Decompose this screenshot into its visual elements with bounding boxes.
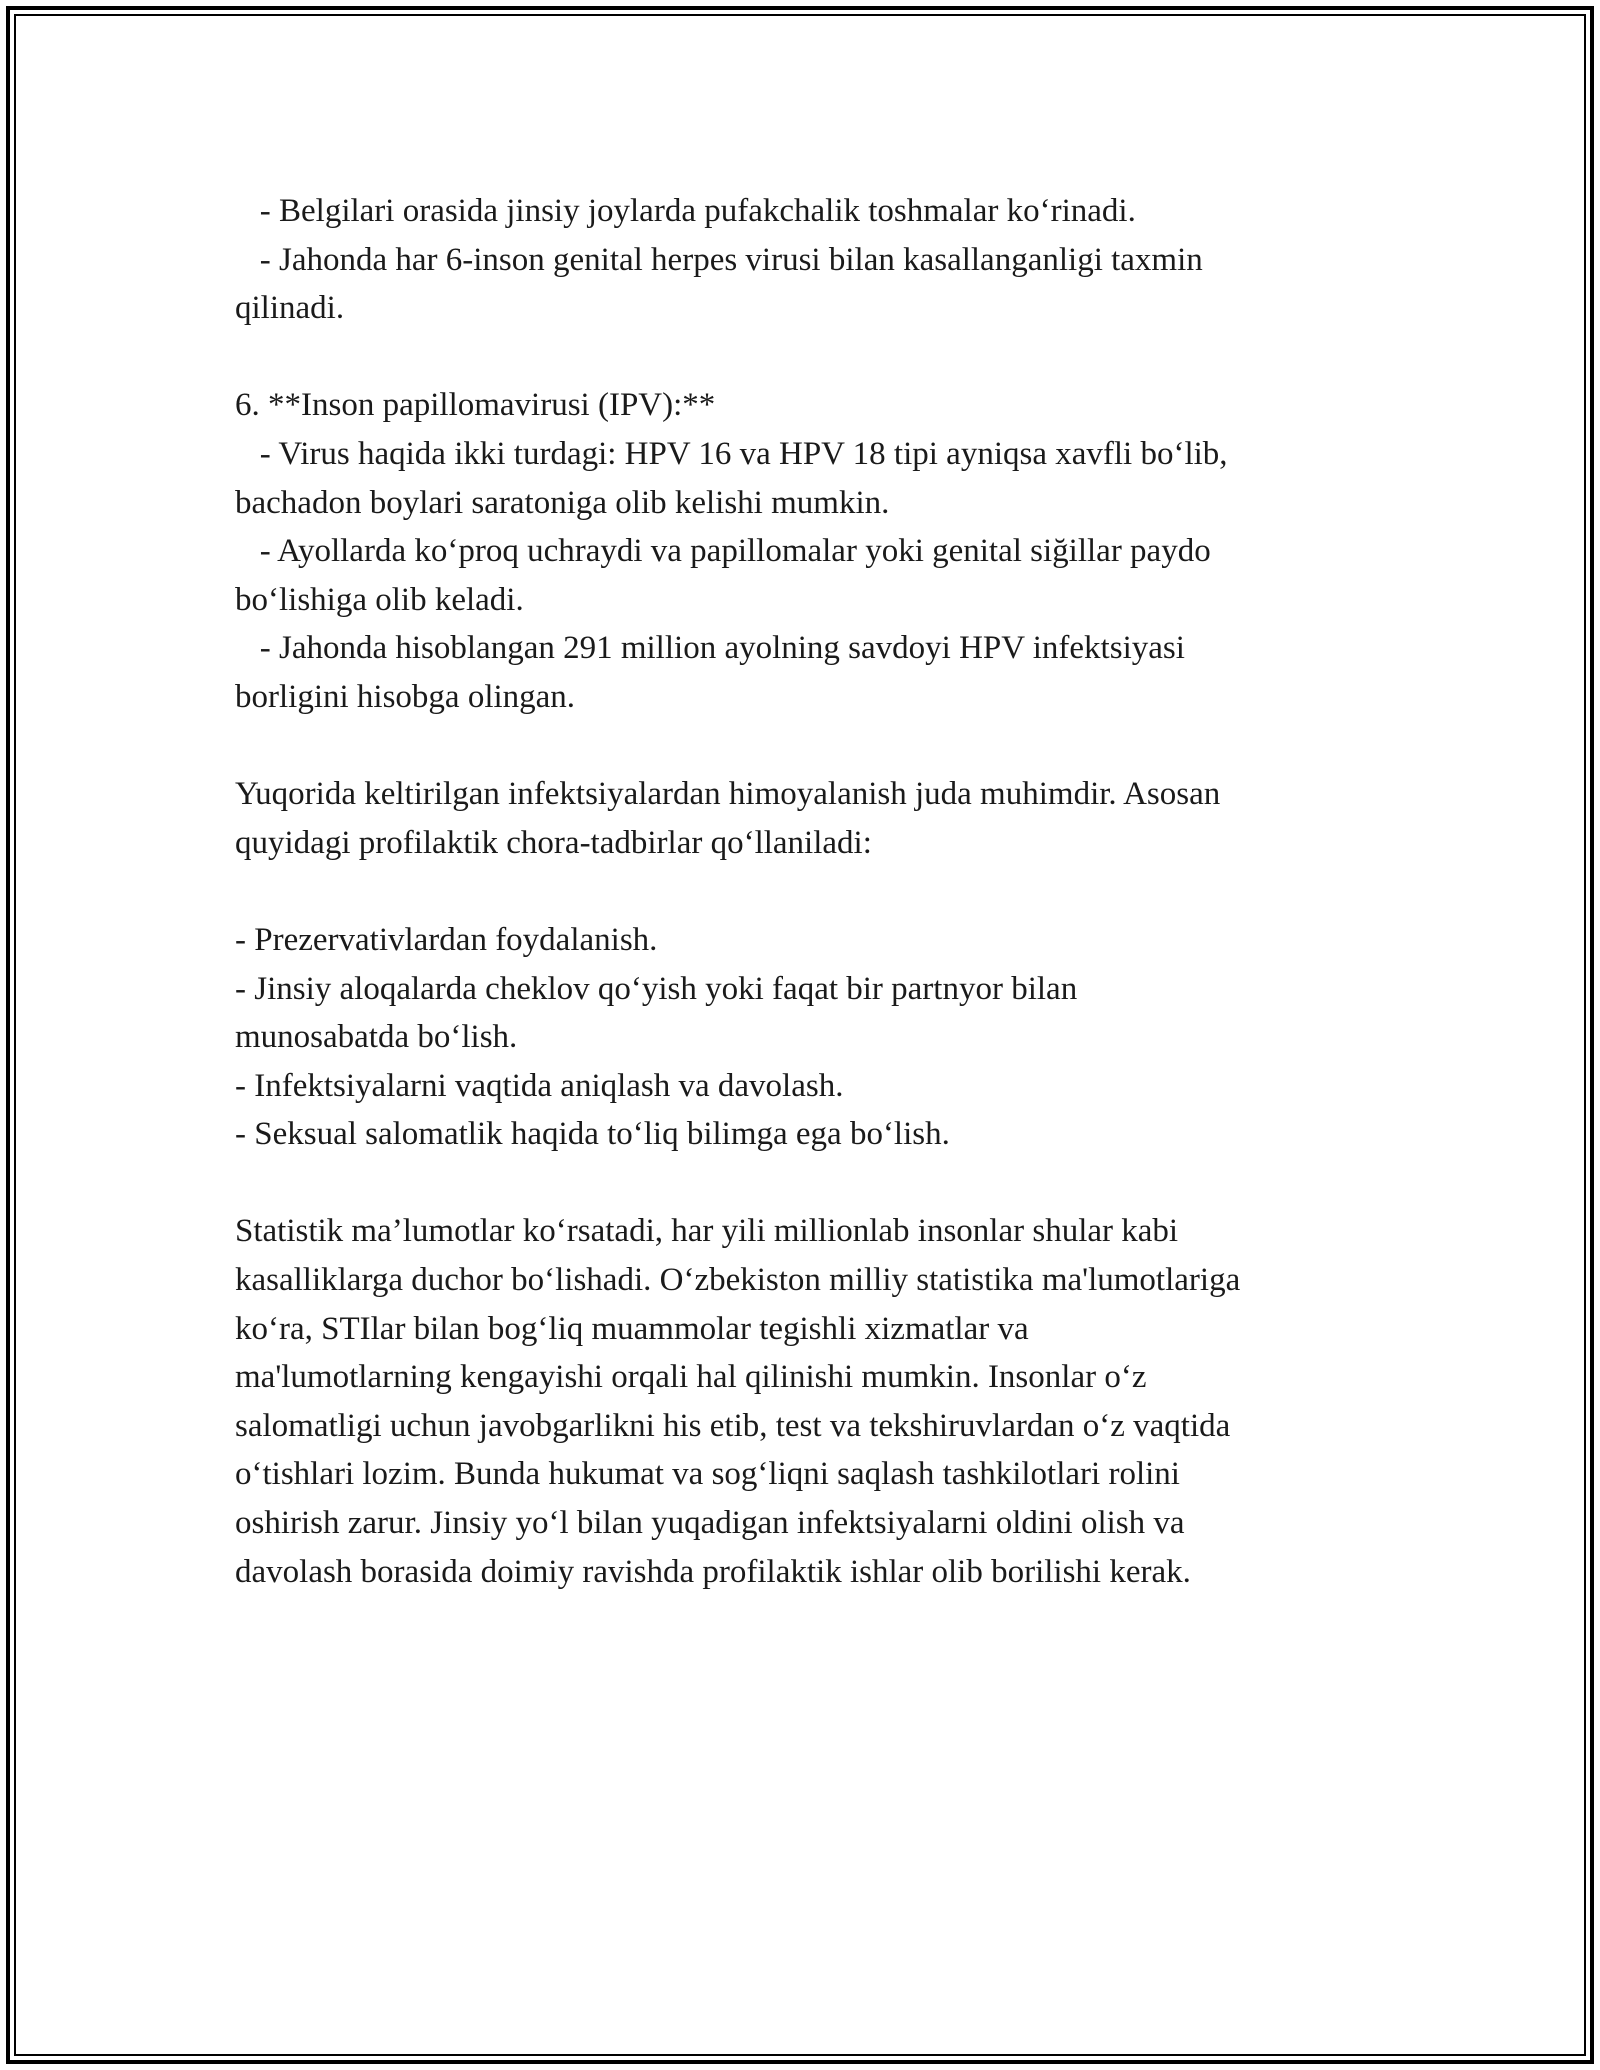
hpv-line: bachadon boylari saratoniga olib kelishi mumkin. [235,484,890,521]
paragraph-gap [235,722,1385,771]
conclusion-paragraph [235,1207,1385,1596]
herpes-line: - Belgilari orasida jinsiy joylarda pufakchalik toshmalar ko‘rinadi. [235,193,1136,229]
document-body [235,187,1385,1596]
hpv-line: bo‘lishiga olib keladi. [235,581,524,618]
paragraph-gap [235,867,1385,916]
hpv-heading: 6. **Inson papillomavirusi (IPV):** [235,387,716,424]
hpv-line: borligini hisobga olingan. [235,678,576,715]
conclusion-line: oshirish zarur. Jinsiy yo‘l bilan yuqadigan infektsiyalarni oldini olish va [235,1505,1185,1542]
prevention-measures-list [235,916,1385,1159]
prevention-intro [235,770,1385,867]
conclusion-line: kasalliklarga duchor bo‘lishadi. O‘zbekiston milliy statistika ma'lumotlariga [235,1262,1241,1299]
hpv-line: - Ayollarda ko‘proq uchraydi va papillomalar yoki genital siğillar paydo [235,533,1211,570]
hpv-line: - Virus haqida ikki turdagi: HPV 16 va HPV 18 tipi ayniqsa xavfli bo‘lib, [235,435,1228,472]
measure-item: munosabatda bo‘lish. [235,1019,518,1056]
hpv-line: - Jahonda hisoblangan 291 million ayolning savdoyi HPV infektsiyasi [235,630,1185,667]
paragraph-gap [235,333,1385,382]
measure-item: - Infektsiyalarni vaqtida aniqlash va davolash. [235,1067,844,1104]
conclusion-line: Statistik ma’lumotlar ko‘rsatadi, har yili millionlab insonlar shular kabi [235,1213,1179,1250]
intro-line: quyidagi profilaktik chora-tadbirlar qo‘llaniladi: [235,824,872,861]
measure-item: - Prezervativlardan foydalanish. [235,921,658,958]
conclusion-line: salomatligi uchun javobgarlikni his etib, test va tekshiruvlardan o‘z vaqtida [235,1407,1231,1444]
measure-item: - Seksual salomatlik haqida to‘liq bilimga ega bo‘lish. [235,1116,950,1153]
conclusion-line: ko‘ra, STIlar bilan bog‘liq muammolar tegishli xizmatlar va [235,1310,1029,1347]
intro-line: Yuqorida keltirilgan infektsiyalardan himoyalanish juda muhimdir. Asosan [235,776,1221,813]
herpes-line: - Jahonda har 6-inson genital herpes virusi bilan kasallanganligi taxmin [235,241,1203,278]
herpes-section [235,187,1385,333]
paragraph-gap [235,1159,1385,1208]
conclusion-line: o‘tishlari lozim. Bunda hukumat va sog‘liqni saqlash tashkilotlari rolini [235,1456,1180,1493]
hpv-section [235,381,1385,721]
conclusion-line: ma'lumotlarning kengayishi orqali hal qilinishi mumkin. Insonlar o‘z [235,1359,1147,1396]
conclusion-line: davolash borasida doimiy ravishda profilaktik ishlar olib borilishi kerak. [235,1553,1191,1590]
herpes-line: qilinadi. [235,290,345,327]
measure-item: - Jinsiy aloqalarda cheklov qo‘yish yoki faqat bir partnyor bilan [235,970,1078,1007]
